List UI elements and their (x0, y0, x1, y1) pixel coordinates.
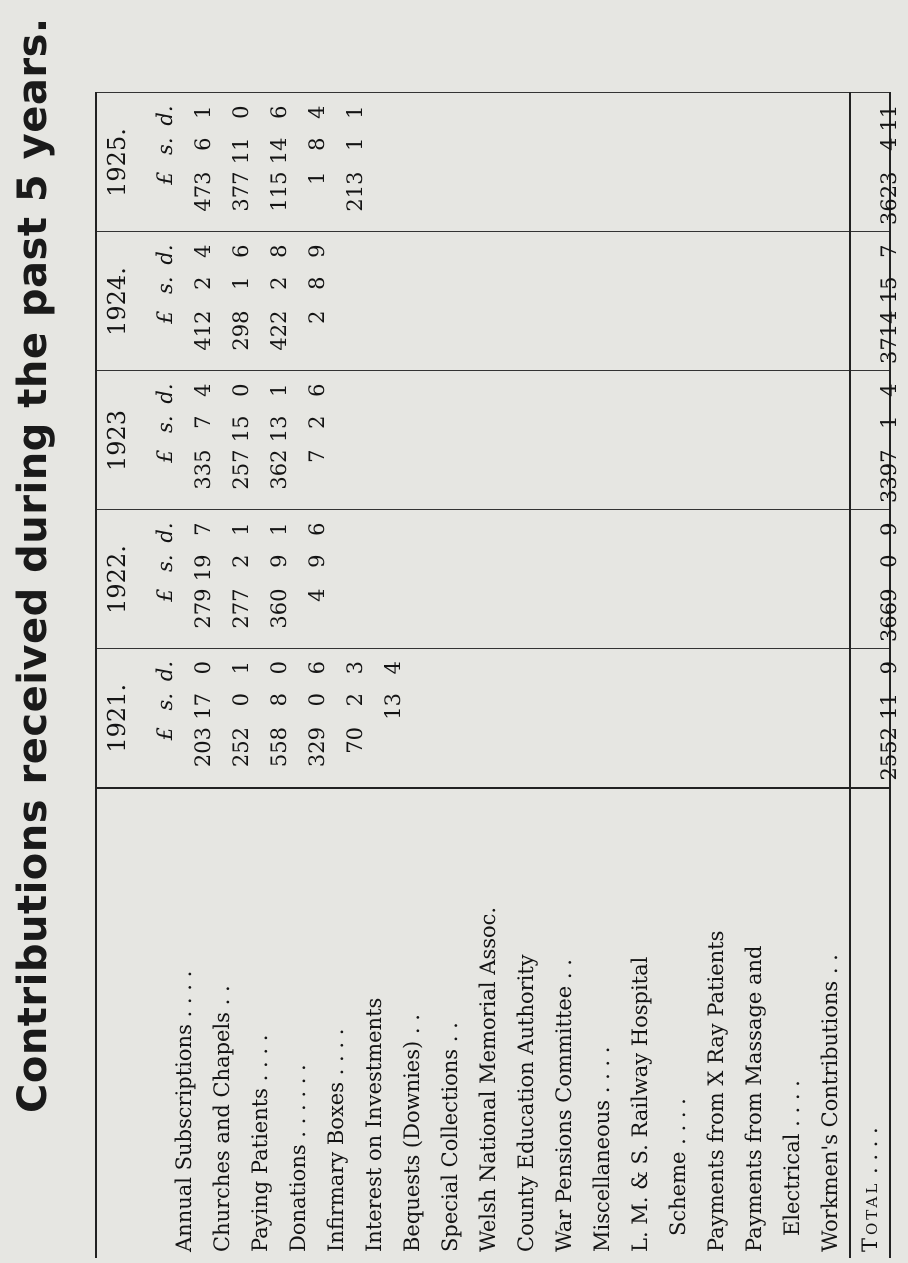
unit-s: s. (153, 415, 177, 433)
amount-cell (317, 649, 367, 788)
unit-header (137, 232, 177, 371)
table-row (735, 93, 773, 1258)
unit-header (137, 510, 177, 649)
row-label (279, 788, 317, 1258)
amount-cell (507, 93, 545, 232)
amount-pounds: 203 (191, 727, 215, 768)
amount-shillings: 8 (305, 276, 329, 290)
table-row (697, 93, 735, 1258)
amount-shillings: 1 (343, 137, 367, 151)
amount-cell (621, 510, 659, 649)
amount-shillings: 1 (877, 415, 901, 429)
leader-dots: . . . . (324, 1028, 348, 1082)
amount-shillings: 13 (267, 415, 291, 443)
amount-cell (317, 371, 355, 510)
amount-shillings: 15 (877, 276, 901, 304)
table-row (621, 93, 659, 1258)
amount-pence: 6 (305, 383, 329, 397)
amount-cell (811, 371, 850, 510)
label-text: Payments from Massage and (742, 945, 766, 1252)
label-text: Scheme (666, 1151, 690, 1236)
amount-pounds: 277 (229, 588, 253, 629)
amount-cell (850, 649, 901, 788)
row-label (431, 788, 469, 1258)
amount-cell (697, 371, 735, 510)
amount-cell (431, 510, 469, 649)
amount-cell (469, 232, 507, 371)
amount-cell (659, 510, 697, 649)
amount-cell (545, 371, 583, 510)
label-text: Payments from X Ray Patients (704, 930, 728, 1252)
unit-header (137, 93, 177, 232)
leader-dots: . . . . (172, 970, 196, 1025)
leader-dots: . . (552, 959, 576, 986)
amount-pence: 1 (229, 661, 253, 675)
amount-pence: 6 (305, 522, 329, 536)
amount-cell (583, 510, 621, 649)
amount-pence: 1 (229, 522, 253, 536)
amount-pence: 4 (191, 383, 215, 397)
row-label (735, 788, 773, 1258)
amount-cell (850, 510, 901, 649)
leader-dots: . . . . (666, 1098, 690, 1152)
amount-pounds: 3669 (877, 588, 901, 642)
label-text: Churches and Chapels (210, 1012, 234, 1252)
description-header (96, 788, 137, 1258)
amount-cell (241, 232, 291, 371)
row-label (773, 788, 811, 1258)
amount-pounds: 329 (305, 727, 329, 768)
amount-cell (697, 93, 735, 232)
amount-cell (469, 649, 507, 788)
amount-cell (279, 232, 329, 371)
row-label (545, 788, 583, 1258)
table-row (317, 93, 355, 1258)
leader-dots: . . . . (590, 1046, 614, 1100)
label-text: Electrical (780, 1133, 804, 1236)
contributions-table (95, 93, 901, 1259)
table-row (431, 93, 469, 1258)
amount-cell (393, 93, 431, 232)
leader-dots: . . . . (858, 1127, 882, 1181)
unit-l: £ (153, 727, 177, 741)
amount-cell (659, 649, 697, 788)
amount-cell (583, 371, 621, 510)
amount-cell (811, 649, 850, 788)
amount-shillings: 2 (343, 693, 367, 707)
amount-pence: 6 (229, 244, 253, 258)
amount-cell (241, 510, 291, 649)
amount-pence: 7 (877, 244, 901, 258)
amount-pence: 0 (267, 661, 291, 675)
amount-cell (850, 371, 901, 510)
amount-shillings: 4 (877, 137, 901, 151)
amount-pounds: 558 (267, 727, 291, 768)
amount-cell (279, 649, 329, 788)
amount-shillings: 2 (267, 276, 291, 290)
label-text: Total (858, 1180, 882, 1252)
amount-pounds: 3714 (877, 310, 901, 364)
amount-cell (659, 371, 697, 510)
row-label (355, 788, 393, 1258)
amount-pence: 11 (877, 104, 901, 132)
amount-cell (507, 232, 545, 371)
amount-cell (469, 371, 507, 510)
amount-cell (735, 232, 773, 371)
amount-cell (583, 232, 621, 371)
amount-cell (393, 371, 431, 510)
amount-cell (621, 93, 659, 232)
leader-dots: . . . . . . (286, 1064, 310, 1145)
amount-shillings: 2 (229, 554, 253, 568)
amount-pounds: 422 (267, 310, 291, 351)
amount-shillings: 2 (305, 415, 329, 429)
label-text: Paying Patients (248, 1088, 272, 1252)
amount-shillings: 9 (305, 554, 329, 568)
amount-cell (279, 510, 329, 649)
amount-shillings: 15 (229, 415, 253, 443)
amount-cell (697, 649, 735, 788)
unit-s: s. (153, 554, 177, 572)
amount-cell (241, 93, 291, 232)
amount-shillings: 8 (305, 137, 329, 151)
unit-l: £ (153, 310, 177, 324)
row-label (811, 788, 850, 1258)
amount-shillings: 9 (267, 554, 291, 568)
table-row (203, 93, 241, 1258)
amount-cell (355, 93, 393, 232)
label-text: Annual Subscriptions (172, 1024, 196, 1252)
amount-pence: 7 (191, 522, 215, 536)
amount-cell (773, 232, 811, 371)
amount-cell (393, 232, 431, 371)
amount-cell (811, 510, 850, 649)
label-text: Infirmary Boxes (324, 1082, 348, 1252)
unit-header (137, 649, 177, 788)
table-row (279, 93, 317, 1258)
amount-cell (583, 649, 621, 788)
row-label (583, 788, 621, 1258)
amount-cell (507, 510, 545, 649)
amount-cell (431, 371, 469, 510)
row-label (659, 788, 697, 1258)
unit-d: d. (153, 522, 177, 543)
amount-shillings: 0 (305, 693, 329, 707)
label-text: L. M. & S. Railway Hospital (628, 956, 652, 1252)
amount-cell (393, 649, 431, 788)
amount-pence: 4 (877, 383, 901, 397)
amount-cell (545, 649, 583, 788)
amount-cell (165, 510, 215, 649)
amount-cell (773, 93, 811, 232)
amount-cell (811, 232, 850, 371)
amount-pounds: 4 (305, 588, 329, 602)
amount-cell (583, 93, 621, 232)
amount-shillings: 11 (877, 693, 901, 720)
unit-header-row (137, 93, 165, 1258)
label-text: Donations (286, 1144, 310, 1252)
row-label (203, 788, 241, 1258)
amount-cell (241, 649, 291, 788)
year-header: 1924. (96, 232, 137, 371)
leader-dots: . . . . (248, 1034, 272, 1089)
amount-cell (697, 232, 735, 371)
table-row (583, 93, 621, 1258)
amount-cell (850, 93, 901, 232)
amount-cell (507, 371, 545, 510)
amount-cell (355, 510, 393, 649)
amount-pounds: 335 (191, 449, 215, 490)
amount-cell (279, 93, 329, 232)
amount-cell (203, 232, 253, 371)
amount-pounds: 412 (191, 310, 215, 351)
table-row (393, 93, 431, 1258)
table-row (811, 93, 850, 1258)
table-row (165, 93, 203, 1258)
amount-cell (203, 649, 253, 788)
amount-shillings: 14 (267, 137, 291, 165)
amount-cell (773, 510, 811, 649)
amount-shillings: 2 (191, 276, 215, 290)
amount-cell (241, 371, 291, 510)
amount-cell (317, 232, 355, 371)
table-row (773, 93, 811, 1258)
unit-l: £ (153, 588, 177, 602)
amount-cell (621, 371, 659, 510)
row-label (507, 788, 545, 1258)
amount-pence: 9 (305, 244, 329, 258)
unit-d: d. (153, 661, 177, 682)
amount-pence: 3 (343, 661, 367, 675)
amount-cell (850, 232, 901, 371)
table-row (545, 93, 583, 1258)
amount-cell (735, 93, 773, 232)
amount-pence: 1 (267, 522, 291, 536)
amount-cell (659, 93, 697, 232)
amount-shillings: 0 (877, 554, 901, 568)
label-text: Welsh National Memorial Assoc. (476, 906, 500, 1252)
amount-pounds: 377 (229, 171, 253, 212)
amount-cell (697, 510, 735, 649)
amount-pounds: 70 (343, 727, 367, 754)
row-label (165, 788, 203, 1258)
leader-dots: . . (818, 954, 842, 981)
unit-l: £ (153, 449, 177, 463)
amount-pounds: 115 (267, 171, 291, 212)
label-text: County Education Authority (514, 954, 538, 1252)
label-text: Interest on Investments (362, 997, 386, 1252)
page-title: Contributions received during the past 5 years. (10, 17, 56, 1113)
amount-pence: 6 (305, 661, 329, 675)
row-label (697, 788, 735, 1258)
amount-cell (203, 371, 253, 510)
amount-pence: 1 (191, 105, 215, 119)
amount-cell (469, 510, 507, 649)
row-label (393, 788, 431, 1258)
amount-pounds: 2 (305, 310, 329, 324)
amount-cell (165, 232, 215, 371)
table-row (507, 93, 545, 1258)
amount-cell (165, 93, 215, 232)
amount-cell (203, 510, 253, 649)
amount-shillings: 7 (191, 415, 215, 429)
amount-cell (735, 371, 773, 510)
year-header: 1923 (96, 371, 137, 510)
amount-shillings: 1 (229, 276, 253, 290)
amount-pounds: 213 (343, 171, 367, 212)
total-label (850, 788, 890, 1258)
table-row (469, 93, 507, 1258)
amount-shillings: 13 (381, 693, 405, 720)
amount-pounds: 1 (305, 171, 329, 185)
amount-cell (431, 649, 469, 788)
table-body (165, 93, 901, 1258)
amount-cell (507, 649, 545, 788)
amount-cell (621, 649, 659, 788)
table-row (659, 93, 697, 1258)
amount-shillings: 19 (191, 554, 215, 582)
amount-cell (773, 371, 811, 510)
amount-pounds: 3397 (877, 449, 901, 503)
amount-pence: 6 (267, 105, 291, 119)
amount-pounds: 257 (229, 449, 253, 490)
amount-cell (279, 371, 329, 510)
unit-header (137, 371, 177, 510)
amount-pounds: 362 (267, 449, 291, 490)
unit-d: d. (153, 105, 177, 126)
unit-l: £ (153, 171, 177, 185)
amount-cell (469, 93, 507, 232)
amount-pence: 0 (191, 661, 215, 675)
amount-cell (165, 649, 215, 788)
amount-cell (545, 510, 583, 649)
amount-cell (165, 371, 215, 510)
amount-cell (773, 649, 811, 788)
amount-cell (621, 232, 659, 371)
amount-cell (735, 510, 773, 649)
amount-cell (203, 93, 253, 232)
amount-pence: 9 (877, 661, 901, 675)
amount-shillings: 6 (191, 137, 215, 151)
amount-cell (355, 232, 393, 371)
label-text: Workmen's Contributions (818, 980, 842, 1252)
table-row (355, 93, 393, 1258)
amount-pounds: 7 (305, 449, 329, 463)
amount-pence: 4 (191, 244, 215, 258)
amount-shillings: 11 (229, 137, 253, 165)
year-header: 1925. (96, 93, 137, 232)
amount-cell (545, 232, 583, 371)
amount-cell (355, 371, 393, 510)
unit-s: s. (153, 693, 177, 711)
total-row (850, 93, 890, 1258)
amount-pence: 0 (229, 105, 253, 119)
amount-pence: 4 (381, 661, 405, 675)
unit-s: s. (153, 276, 177, 294)
label-text: War Pensions Committee (552, 985, 576, 1252)
amount-cell (317, 93, 367, 232)
row-label (317, 788, 355, 1258)
amount-cell (393, 510, 431, 649)
label-text: Miscellaneous (590, 1099, 614, 1252)
year-header: 1921. (96, 649, 137, 788)
leader-dots: . . . . (780, 1080, 804, 1134)
leader-dots: . . (438, 1022, 462, 1049)
amount-pounds: 473 (191, 171, 215, 212)
amount-cell (317, 510, 355, 649)
amount-pence: 4 (305, 105, 329, 119)
amount-cell (431, 232, 469, 371)
table-row (241, 93, 279, 1258)
row-label (241, 788, 279, 1258)
amount-pounds: 3623 (877, 171, 901, 225)
unit-s: s. (153, 137, 177, 155)
amount-cell (811, 93, 850, 232)
year-header: 1922. (96, 510, 137, 649)
amount-pounds: 360 (267, 588, 291, 629)
amount-shillings: 8 (267, 693, 291, 707)
leader-dots: . . (400, 1014, 424, 1041)
amount-shillings: 17 (191, 693, 215, 720)
label-text: Special Collections (438, 1048, 462, 1252)
amount-pence: 8 (267, 244, 291, 258)
amount-pounds: 2552 (877, 727, 901, 781)
amount-cell (431, 93, 469, 232)
row-label (469, 788, 507, 1258)
amount-pence: 9 (877, 522, 901, 536)
amount-cell (355, 649, 405, 788)
row-label (621, 788, 659, 1258)
amount-cell (735, 649, 773, 788)
amount-pounds: 252 (229, 727, 253, 768)
amount-pence: 1 (267, 383, 291, 397)
amount-cell (545, 93, 583, 232)
amount-shillings: 0 (229, 693, 253, 707)
amount-pounds: 279 (191, 588, 215, 629)
year-header-row (96, 93, 137, 1258)
amount-pence: 0 (229, 383, 253, 397)
amount-pence: 1 (343, 105, 367, 119)
unit-d: d. (153, 383, 177, 404)
leader-dots: . . (210, 985, 234, 1013)
unit-d: d. (153, 244, 177, 265)
amount-cell (659, 232, 697, 371)
amount-pounds: 298 (229, 310, 253, 351)
label-text: Bequests (Downies) (400, 1040, 424, 1252)
